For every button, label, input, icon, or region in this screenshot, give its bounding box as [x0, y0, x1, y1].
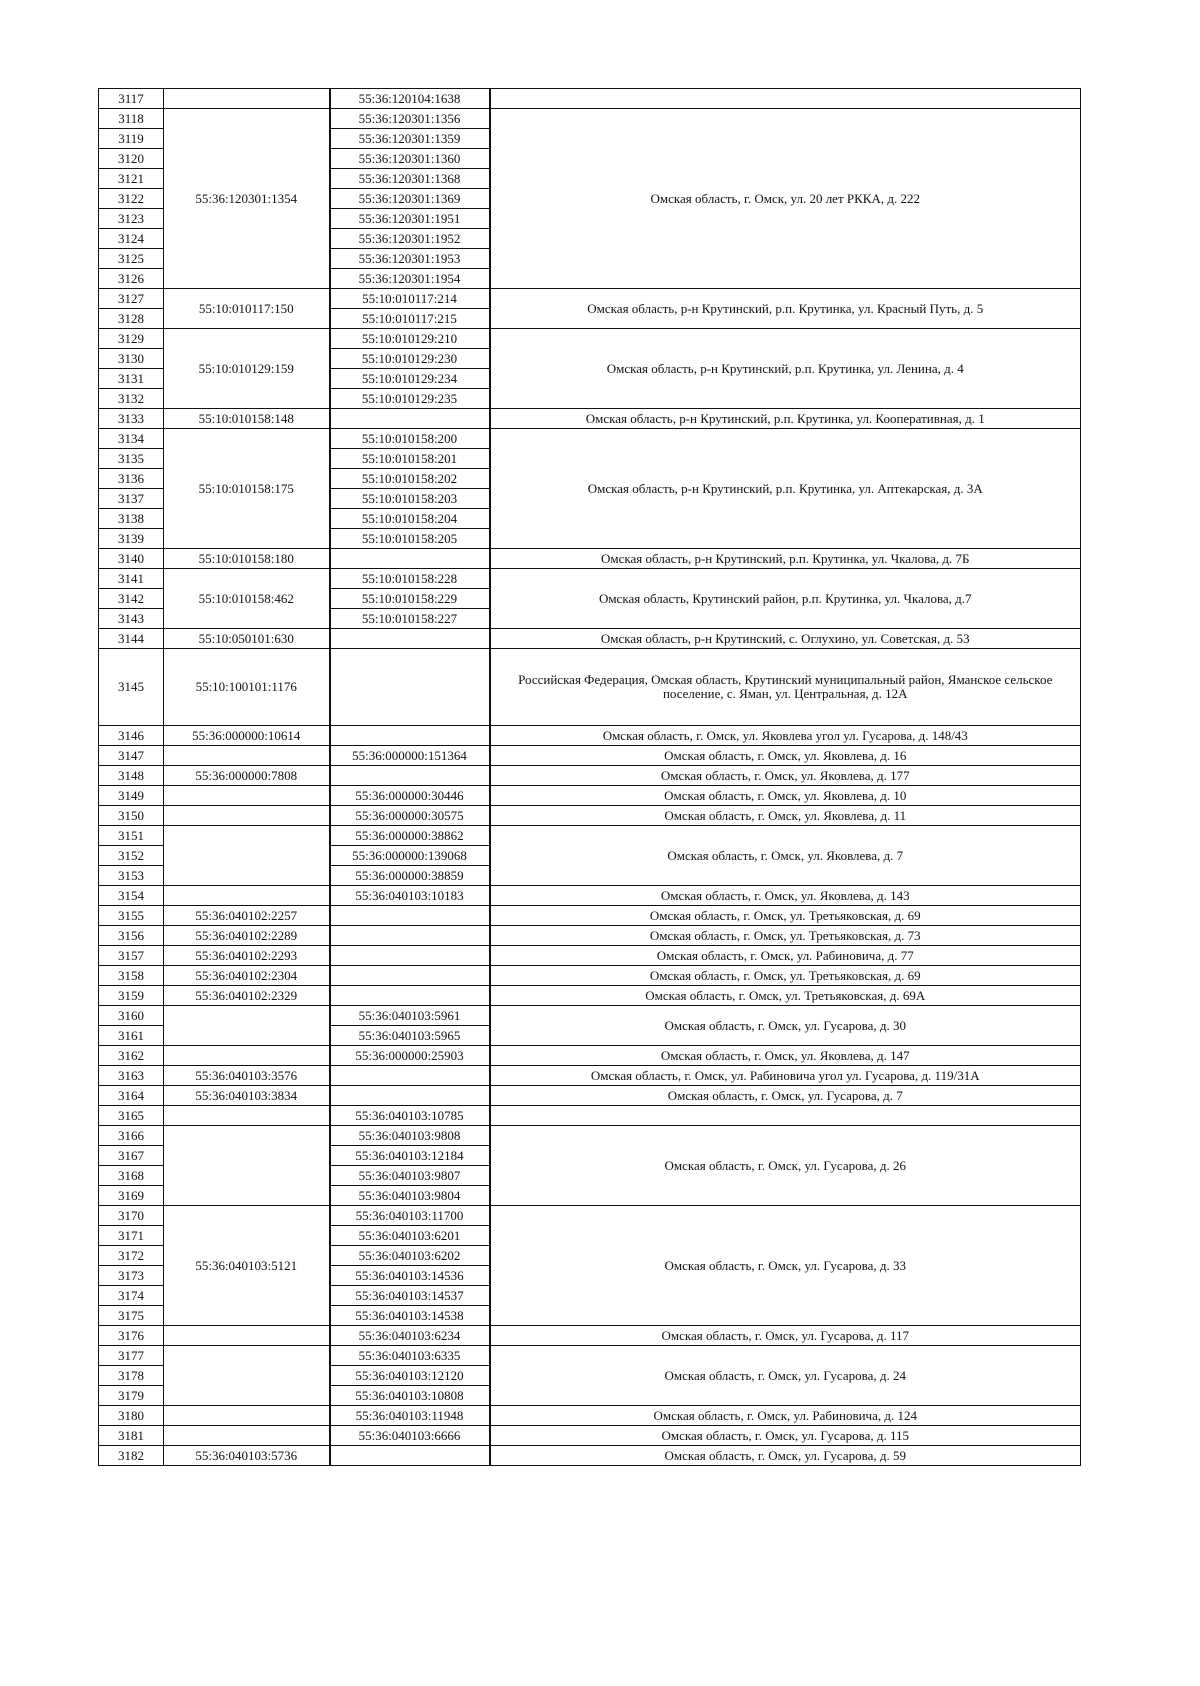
parcel-number: [164, 826, 330, 886]
object-number: [330, 629, 490, 649]
address: Омская область, р-н Крутинский, р.п. Крутинка, ул. Чкалова, д. 7Б: [490, 549, 1081, 569]
parcel-number: 55:36:040102:2293: [164, 946, 330, 966]
object-number: 55:10:010158:204: [330, 509, 490, 529]
row-number: 3147: [99, 746, 164, 766]
object-number: 55:10:010158:228: [330, 569, 490, 589]
parcel-number: 55:36:040102:2257: [164, 906, 330, 926]
table-row: [99, 786, 1081, 806]
address: Омская область, г. Омск, ул. Гусарова, д. 59: [490, 1446, 1081, 1466]
address: Омская область, г. Омск, ул. Яковлева, д. 7: [490, 826, 1081, 886]
row-number: 3122: [99, 189, 164, 209]
object-number: 55:36:120301:1952: [330, 229, 490, 249]
object-number: 55:36:040103:10183: [330, 886, 490, 906]
row-number: 3124: [99, 229, 164, 249]
row-number: 3126: [99, 269, 164, 289]
object-number: [330, 966, 490, 986]
address: Омская область, Крутинский район, р.п. Крутинка, ул. Чкалова, д.7: [490, 569, 1081, 629]
row-number: 3119: [99, 129, 164, 149]
object-number: 55:36:040103:10785: [330, 1106, 490, 1126]
row-number: 3128: [99, 309, 164, 329]
table-row: [99, 946, 1081, 966]
table-row: [99, 986, 1081, 1006]
object-number: [330, 649, 490, 726]
parcel-number: 55:10:010117:150: [164, 289, 330, 329]
row-number: 3142: [99, 589, 164, 609]
row-number: 3121: [99, 169, 164, 189]
address: Омская область, г. Омск, ул. Яковлева, д. 10: [490, 786, 1081, 806]
parcel-number: [164, 806, 330, 826]
parcel-number: 55:10:010129:159: [164, 329, 330, 409]
address: Омская область, г. Омск, ул. Рабиновича, д. 124: [490, 1406, 1081, 1426]
parcel-number: [164, 1126, 330, 1206]
object-number: 55:36:040103:14537: [330, 1286, 490, 1306]
object-number: 55:10:010158:205: [330, 529, 490, 549]
row-number: 3152: [99, 846, 164, 866]
object-number: 55:10:010117:214: [330, 289, 490, 309]
row-number: 3160: [99, 1006, 164, 1026]
address: Омская область, р-н Крутинский, р.п. Крутинка, ул. Ленина, д. 4: [490, 329, 1081, 409]
registry-table: [98, 88, 1081, 1466]
row-number: 3138: [99, 509, 164, 529]
object-number: [330, 726, 490, 746]
object-number: 55:10:010158:202: [330, 469, 490, 489]
row-number: 3136: [99, 469, 164, 489]
object-number: 55:36:040103:5965: [330, 1026, 490, 1046]
parcel-number: 55:10:010158:462: [164, 569, 330, 629]
row-number: 3181: [99, 1426, 164, 1446]
object-number: 55:36:040103:9807: [330, 1166, 490, 1186]
row-number: 3178: [99, 1366, 164, 1386]
table-row: [99, 766, 1081, 786]
table-row: [99, 649, 1081, 726]
row-number: 3169: [99, 1186, 164, 1206]
row-number: 3182: [99, 1446, 164, 1466]
address: [490, 89, 1081, 109]
address: [490, 1106, 1081, 1126]
row-number: 3145: [99, 649, 164, 726]
object-number: [330, 906, 490, 926]
table-row: [99, 629, 1081, 649]
address: Омская область, р-н Крутинский, р.п. Крутинка, ул. Кооперативная, д. 1: [490, 409, 1081, 429]
row-number: 3134: [99, 429, 164, 449]
object-number: 55:10:010158:201: [330, 449, 490, 469]
row-number: 3157: [99, 946, 164, 966]
row-number: 3141: [99, 569, 164, 589]
row-number: 3173: [99, 1266, 164, 1286]
table-row: [99, 886, 1081, 906]
table-row: [99, 1066, 1081, 1086]
table-row: [99, 1006, 1081, 1026]
row-number: 3123: [99, 209, 164, 229]
object-number: [330, 946, 490, 966]
object-number: [330, 1446, 490, 1466]
row-number: 3133: [99, 409, 164, 429]
object-number: 55:36:040103:14538: [330, 1306, 490, 1326]
row-number: 3118: [99, 109, 164, 129]
address: Омская область, г. Омск, ул. Яковлева, д. 177: [490, 766, 1081, 786]
object-number: 55:36:040103:11948: [330, 1406, 490, 1426]
row-number: 3149: [99, 786, 164, 806]
parcel-number: [164, 1046, 330, 1066]
object-number: 55:10:010158:200: [330, 429, 490, 449]
row-number: 3158: [99, 966, 164, 986]
row-number: 3135: [99, 449, 164, 469]
address: Омская область, г. Омск, ул. Гусарова, д. 7: [490, 1086, 1081, 1106]
row-number: 3167: [99, 1146, 164, 1166]
object-number: 55:36:040103:5961: [330, 1006, 490, 1026]
row-number: 3175: [99, 1306, 164, 1326]
table-row: [99, 1346, 1081, 1366]
parcel-number: [164, 1106, 330, 1126]
object-number: 55:36:000000:38862: [330, 826, 490, 846]
row-number: 3127: [99, 289, 164, 309]
table-row: [99, 109, 1081, 129]
row-number: 3166: [99, 1126, 164, 1146]
row-number: 3155: [99, 906, 164, 926]
object-number: 55:36:120104:1638: [330, 89, 490, 109]
address: Омская область, г. Омск, ул. Рабиновича, д. 77: [490, 946, 1081, 966]
object-number: [330, 926, 490, 946]
object-number: 55:36:040103:6335: [330, 1346, 490, 1366]
table-row: [99, 1126, 1081, 1146]
row-number: 3171: [99, 1226, 164, 1246]
row-number: 3161: [99, 1026, 164, 1046]
row-number: 3164: [99, 1086, 164, 1106]
parcel-number: [164, 746, 330, 766]
row-number: 3125: [99, 249, 164, 269]
table-row: [99, 1326, 1081, 1346]
address: Омская область, г. Омск, ул. Яковлева, д. 16: [490, 746, 1081, 766]
object-number: 55:36:040103:6666: [330, 1426, 490, 1446]
object-number: 55:10:010158:203: [330, 489, 490, 509]
row-number: 3132: [99, 389, 164, 409]
parcel-number: [164, 1006, 330, 1046]
object-number: [330, 986, 490, 1006]
address: Омская область, р-н Крутинский, р.п. Крутинка, ул. Красный Путь, д. 5: [490, 289, 1081, 329]
parcel-number: 55:10:010158:148: [164, 409, 330, 429]
table-row: [99, 926, 1081, 946]
object-number: 55:36:040103:9808: [330, 1126, 490, 1146]
object-number: 55:36:000000:151364: [330, 746, 490, 766]
object-number: [330, 409, 490, 429]
object-number: [330, 1086, 490, 1106]
row-number: 3156: [99, 926, 164, 946]
table-row: [99, 966, 1081, 986]
parcel-number: 55:36:000000:10614: [164, 726, 330, 746]
address: Омская область, р-н Крутинский, с. Оглухино, ул. Советская, д. 53: [490, 629, 1081, 649]
parcel-number: [164, 1406, 330, 1426]
address: Омская область, г. Омск, ул. Гусарова, д. 117: [490, 1326, 1081, 1346]
table-row: [99, 329, 1081, 349]
parcel-number: 55:36:000000:7808: [164, 766, 330, 786]
row-number: 3150: [99, 806, 164, 826]
table-row: [99, 569, 1081, 589]
parcel-number: 55:36:120301:1354: [164, 109, 330, 289]
parcel-number: 55:10:010158:180: [164, 549, 330, 569]
parcel-number: [164, 1426, 330, 1446]
object-number: 55:36:120301:1951: [330, 209, 490, 229]
address: Омская область, г. Омск, ул. Рабиновича угол ул. Гусарова, д. 119/31А: [490, 1066, 1081, 1086]
address: Омская область, г. Омск, ул. Третьяковская, д. 73: [490, 926, 1081, 946]
table-row: [99, 1406, 1081, 1426]
parcel-number: 55:36:040103:5121: [164, 1206, 330, 1326]
object-number: [330, 549, 490, 569]
parcel-number: [164, 1346, 330, 1406]
address: Российская Федерация, Омская область, Крутинский муниципальный район, Яманское сельское поселение, с. Яман, ул. Центральная, д. 12А: [490, 649, 1081, 726]
address: Омская область, г. Омск, ул. Гусарова, д. 115: [490, 1426, 1081, 1446]
row-number: 3139: [99, 529, 164, 549]
parcel-number: [164, 1326, 330, 1346]
object-number: 55:36:000000:38859: [330, 866, 490, 886]
row-number: 3129: [99, 329, 164, 349]
row-number: 3170: [99, 1206, 164, 1226]
object-number: 55:36:120301:1360: [330, 149, 490, 169]
address: Омская область, г. Омск, ул. 20 лет РККА, д. 222: [490, 109, 1081, 289]
row-number: 3165: [99, 1106, 164, 1126]
address: Омская область, г. Омск, ул. Третьяковская, д. 69А: [490, 986, 1081, 1006]
address: Омская область, г. Омск, ул. Яковлева, д. 11: [490, 806, 1081, 826]
object-number: 55:36:040103:6234: [330, 1326, 490, 1346]
registry-table-body: [99, 89, 1081, 1466]
row-number: 3172: [99, 1246, 164, 1266]
object-number: 55:10:010117:215: [330, 309, 490, 329]
row-number: 3120: [99, 149, 164, 169]
object-number: 55:36:000000:30446: [330, 786, 490, 806]
object-number: 55:10:010129:210: [330, 329, 490, 349]
table-row: [99, 409, 1081, 429]
object-number: [330, 766, 490, 786]
row-number: 3174: [99, 1286, 164, 1306]
row-number: 3140: [99, 549, 164, 569]
row-number: 3176: [99, 1326, 164, 1346]
table-row: [99, 549, 1081, 569]
table-row: [99, 906, 1081, 926]
table-row: [99, 726, 1081, 746]
table-row: [99, 746, 1081, 766]
parcel-number: 55:36:040103:5736: [164, 1446, 330, 1466]
object-number: 55:36:120301:1953: [330, 249, 490, 269]
address: Омская область, г. Омск, ул. Яковлева угол ул. Гусарова, д. 148/43: [490, 726, 1081, 746]
table-row: [99, 826, 1081, 846]
parcel-number: [164, 786, 330, 806]
row-number: 3162: [99, 1046, 164, 1066]
object-number: 55:36:000000:25903: [330, 1046, 490, 1066]
object-number: 55:36:120301:1356: [330, 109, 490, 129]
address: Омская область, г. Омск, ул. Гусарова, д. 26: [490, 1126, 1081, 1206]
row-number: 3144: [99, 629, 164, 649]
address: Омская область, г. Омск, ул. Третьяковская, д. 69: [490, 906, 1081, 926]
object-number: 55:36:120301:1368: [330, 169, 490, 189]
parcel-number: 55:10:050101:630: [164, 629, 330, 649]
object-number: 55:36:040103:6202: [330, 1246, 490, 1266]
address: Омская область, г. Омск, ул. Гусарова, д. 24: [490, 1346, 1081, 1406]
table-row: [99, 1426, 1081, 1446]
parcel-number: 55:36:040102:2289: [164, 926, 330, 946]
row-number: 3117: [99, 89, 164, 109]
table-row: [99, 429, 1081, 449]
row-number: 3159: [99, 986, 164, 1006]
address: Омская область, г. Омск, ул. Третьяковская, д. 69: [490, 966, 1081, 986]
object-number: 55:36:120301:1954: [330, 269, 490, 289]
row-number: 3131: [99, 369, 164, 389]
table-row: [99, 806, 1081, 826]
object-number: 55:10:010158:227: [330, 609, 490, 629]
object-number: 55:10:010129:230: [330, 349, 490, 369]
object-number: 55:36:040103:12184: [330, 1146, 490, 1166]
object-number: 55:36:040103:9804: [330, 1186, 490, 1206]
table-row: [99, 89, 1081, 109]
parcel-number: 55:36:040102:2304: [164, 966, 330, 986]
row-number: 3153: [99, 866, 164, 886]
row-number: 3180: [99, 1406, 164, 1426]
object-number: 55:10:010158:229: [330, 589, 490, 609]
row-number: 3130: [99, 349, 164, 369]
parcel-number: 55:36:040102:2329: [164, 986, 330, 1006]
object-number: 55:36:000000:139068: [330, 846, 490, 866]
row-number: 3146: [99, 726, 164, 746]
object-number: [330, 1066, 490, 1086]
object-number: 55:36:120301:1369: [330, 189, 490, 209]
object-number: 55:36:120301:1359: [330, 129, 490, 149]
parcel-number: 55:10:010158:175: [164, 429, 330, 549]
row-number: 3151: [99, 826, 164, 846]
address: Омская область, г. Омск, ул. Гусарова, д. 33: [490, 1206, 1081, 1326]
row-number: 3179: [99, 1386, 164, 1406]
row-number: 3154: [99, 886, 164, 906]
parcel-number: 55:36:040103:3834: [164, 1086, 330, 1106]
table-row: [99, 1206, 1081, 1226]
row-number: 3163: [99, 1066, 164, 1086]
row-number: 3143: [99, 609, 164, 629]
row-number: 3137: [99, 489, 164, 509]
address: Омская область, г. Омск, ул. Яковлева, д. 147: [490, 1046, 1081, 1066]
object-number: 55:36:040103:11700: [330, 1206, 490, 1226]
address: Омская область, г. Омск, ул. Яковлева, д. 143: [490, 886, 1081, 906]
object-number: 55:10:010129:235: [330, 389, 490, 409]
parcel-number: [164, 886, 330, 906]
table-row: [99, 1046, 1081, 1066]
address: Омская область, р-н Крутинский, р.п. Крутинка, ул. Аптекарская, д. 3А: [490, 429, 1081, 549]
parcel-number: 55:10:100101:1176: [164, 649, 330, 726]
row-number: 3177: [99, 1346, 164, 1366]
table-row: [99, 1106, 1081, 1126]
parcel-number: [164, 89, 330, 109]
row-number: 3148: [99, 766, 164, 786]
object-number: 55:36:000000:30575: [330, 806, 490, 826]
address: Омская область, г. Омск, ул. Гусарова, д. 30: [490, 1006, 1081, 1046]
object-number: 55:36:040103:12120: [330, 1366, 490, 1386]
object-number: 55:36:040103:6201: [330, 1226, 490, 1246]
table-row: [99, 1446, 1081, 1466]
parcel-number: 55:36:040103:3576: [164, 1066, 330, 1086]
table-row: [99, 289, 1081, 309]
object-number: 55:36:040103:10808: [330, 1386, 490, 1406]
object-number: 55:36:040103:14536: [330, 1266, 490, 1286]
row-number: 3168: [99, 1166, 164, 1186]
object-number: 55:10:010129:234: [330, 369, 490, 389]
table-row: [99, 1086, 1081, 1106]
